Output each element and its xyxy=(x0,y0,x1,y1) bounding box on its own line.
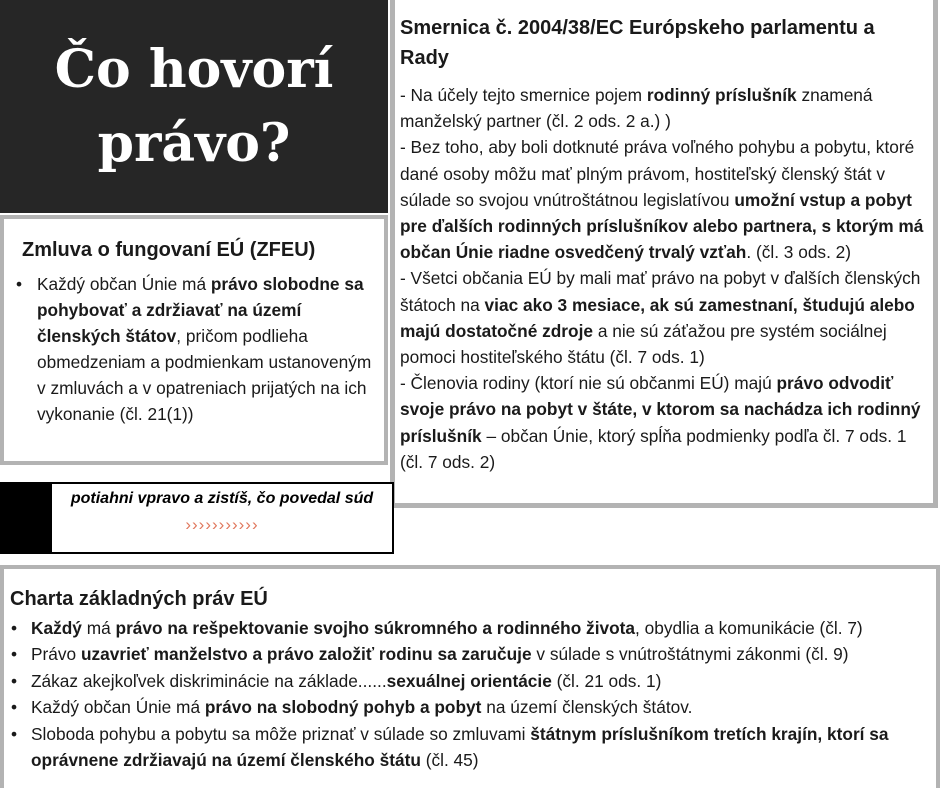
charta-heading: Charta základných práv EÚ xyxy=(10,588,268,610)
directive-paragraph-1: - Na účely tejto smernice pojem rodinný príslušník znamená manželský partner (čl. 2 ods. 2 a.) ) xyxy=(400,85,873,132)
zfeu-list xyxy=(22,271,374,427)
zfeu-heading: Zmluva o fungovaní EÚ (ZFEU) xyxy=(22,239,316,261)
zfeu-panel xyxy=(0,215,388,465)
directive-paragraph-4: - Členovia rodiny (ktorí nie sú občanmi EÚ) majú právo odvodiť svoje právo na pobyt v štáte, v ktorom sa nachádza ich rodinný príslušník – občan Únie, ktorý spĺňa podmienky podľa čl. 7 ods. 1 (čl. 7 ods. 2) xyxy=(400,373,921,472)
charta-list-item: • Každý má právo na rešpektovanie svojho súkromného a rodinného života, obydlia a komunikácie (čl. 7) xyxy=(10,615,936,641)
directive-paragraph-2: - Bez toho, aby boli dotknuté práva voľného pohybu a pobytu, ktoré dané osoby môžu mať plným právom, hostiteľský členský štát v súlade so svojou vnútroštátnou legislatívou umožní vstup a pobyt pre ďalších rodinných príslušníkov alebo partnera, s ktorým má občan Únie riadne osvedčený trvalý vzťah. (čl. 3 ods. 2) xyxy=(400,137,924,263)
charta-list-item: • Každý občan Únie má právo na slobodný pohyb a pobyt na území členských štátov. xyxy=(10,694,936,720)
zfeu-list-item: • Každý občan Únie má právo slobodne sa pohybovať a zdržiavať na území členských štátov, pričom podlieha obmedzeniam a podmienkam ustanoveným v zmluvách a v opatreniach prijatých na ich vykonanie (čl. 21(1)) xyxy=(22,271,374,427)
swipe-right-arrows-icon: ››››››››››› xyxy=(185,515,259,534)
directive-panel xyxy=(390,0,938,508)
charta-list-item: • Zákaz akejkoľvek diskriminácie na základe......sexuálnej orientácie (čl. 21 ods. 1) xyxy=(10,668,936,694)
charta-list-item: • Právo uzavrieť manželstvo a právo založiť rodinu sa zaručuje v súlade s vnútroštátnymi zákonmi (čl. 9) xyxy=(10,641,936,667)
charta-list xyxy=(10,615,936,773)
directive-heading: Smernica č. 2004/38/EC Európskeho parlamentu a Rady xyxy=(400,17,875,69)
charta-list-item: • Sloboda pohybu a pobytu sa môže priznať v súlade so zmluvami štátnym príslušníkom tretích krajín, ktorí sa oprávnene zdržiavajú na území členského štátu (čl. 45) xyxy=(10,721,936,774)
title-panel xyxy=(0,0,388,213)
charta-panel xyxy=(0,565,940,788)
title-line-2: právo? xyxy=(97,112,291,174)
court-swipe-text: potiahni vpravo a zistíš, čo povedal súd xyxy=(70,490,374,507)
directive-paragraph-3: - Všetci občania EÚ by mali mať právo na pobyt v ďalších členských štátoch na viac ako 3 mesiace, ak sú zamestnaní, študujú alebo majú dostatočné zdroje a nie sú záťažou pre systém sociálnej pomoci hostiteľského štátu (čl. 7 ods. 1) xyxy=(400,268,921,368)
court-swipe-box[interactable] xyxy=(52,484,392,552)
page-title xyxy=(29,33,359,181)
title-line-1: Čo hovorí xyxy=(54,38,334,100)
court-swipe-banner[interactable] xyxy=(0,482,394,554)
